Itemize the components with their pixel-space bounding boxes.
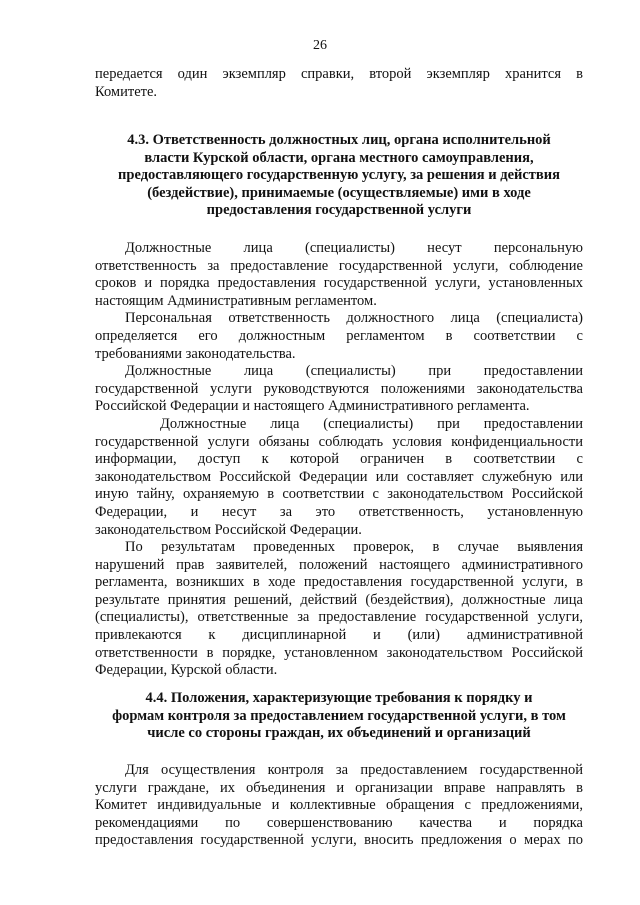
- heading-line: (бездействие), принимаемые (осуществляемые) ими в ходе: [147, 184, 531, 201]
- text-line: информации, доступ к которой ограничен в соответствии с: [95, 451, 583, 468]
- text-line: По результатам проведенных проверок, в случае выявления: [125, 539, 583, 556]
- text-line: настоящим Административным регламентом.: [95, 292, 377, 309]
- text-line: передается один экземпляр справки, второй экземпляр хранится в: [95, 66, 583, 82]
- text-line: Должностные лица (специалисты) несут персональную: [125, 240, 583, 256]
- text-line: (специалисты), ответственные за предоставление государственной услуги,: [95, 609, 583, 626]
- section-4-4-heading: [95, 690, 583, 743]
- text-line: услуги граждане, их объединения и организации вправе направлять в: [95, 779, 583, 796]
- heading-line: власти Курской области, органа местного самоуправления,: [144, 149, 534, 166]
- heading-line: предоставления государственной услуги: [206, 202, 472, 219]
- text-line: Комитете.: [95, 83, 158, 100]
- text-line: ответственности в порядке, установленном законодательством Российской: [95, 644, 583, 661]
- heading-line: числе со стороны граждан, их объединений и организаций: [147, 725, 531, 742]
- section-4-3-body: [95, 240, 583, 680]
- section-4-3-heading: [95, 132, 583, 220]
- text-line: регламента, возникших в ходе предоставления государственной услуги, в: [95, 574, 583, 591]
- heading-line: 4.3. Ответственность должностных лиц, органа исполнительной: [127, 132, 551, 148]
- text-line: сроков и порядка предоставления государственной услуги, установленных: [95, 275, 583, 292]
- text-line: нарушений прав заявителей, положений настоящего административного: [95, 556, 583, 573]
- heading-line: формам контроля за предоставлением государственной услуги, в том: [112, 707, 566, 724]
- text-line: требованиями законодательства.: [95, 345, 296, 362]
- text-line: привлекаются к дисциплинарной и (или) административной: [95, 627, 583, 644]
- text-line: определяется его должностным регламентом в соответствии с: [95, 327, 583, 344]
- text-line: Персональная ответственность должностного лица (специалиста): [125, 310, 583, 327]
- heading-line: предоставляющего государственную услугу, за решения и действия: [118, 167, 560, 184]
- top-paragraph: [95, 66, 583, 101]
- text-line: рекомендациями по совершенствованию качества и порядка: [95, 814, 583, 831]
- text-line: предоставления государственной услуги, вносить предложения о мерах по: [95, 832, 583, 849]
- page-number: 26: [313, 38, 327, 53]
- text-line: Для осуществления контроля за предоставлением государственной: [125, 762, 583, 778]
- text-line: законодательством Российской Федерации или составляет служебную или: [95, 468, 583, 485]
- text-line: Федерации, и несут за это ответственность, установленную: [95, 503, 583, 520]
- text-line: Должностные лица (специалисты) при предоставлении: [160, 415, 583, 432]
- text-line: Федерации, Курской области.: [95, 662, 278, 679]
- text-line: государственной услуги руководствуются положениями законодательства: [95, 380, 583, 397]
- text-line: законодательством Российской Федерации.: [95, 521, 362, 538]
- text-line: государственной услуги обязаны соблюдать условия конфиденциальности: [95, 433, 583, 450]
- text-line: ответственность за предоставление государственной услуги, соблюдение: [95, 257, 583, 274]
- text-line: Должностные лица (специалисты) при предоставлении: [125, 363, 583, 380]
- text-line: иную тайну, охраняемую в соответствии с законодательством Российской: [95, 486, 583, 503]
- text-line: Российской Федерации и настоящего Административного регламента.: [95, 398, 530, 415]
- section-4-4-body: [95, 762, 583, 850]
- text-line: результате принятия решений, действий (бездействия), должностные лица: [95, 591, 583, 608]
- heading-line: 4.4. Положения, характеризующие требования к порядку и: [145, 690, 533, 706]
- text-line: Комитет индивидуальные и коллективные обращения с предложениями,: [95, 797, 583, 814]
